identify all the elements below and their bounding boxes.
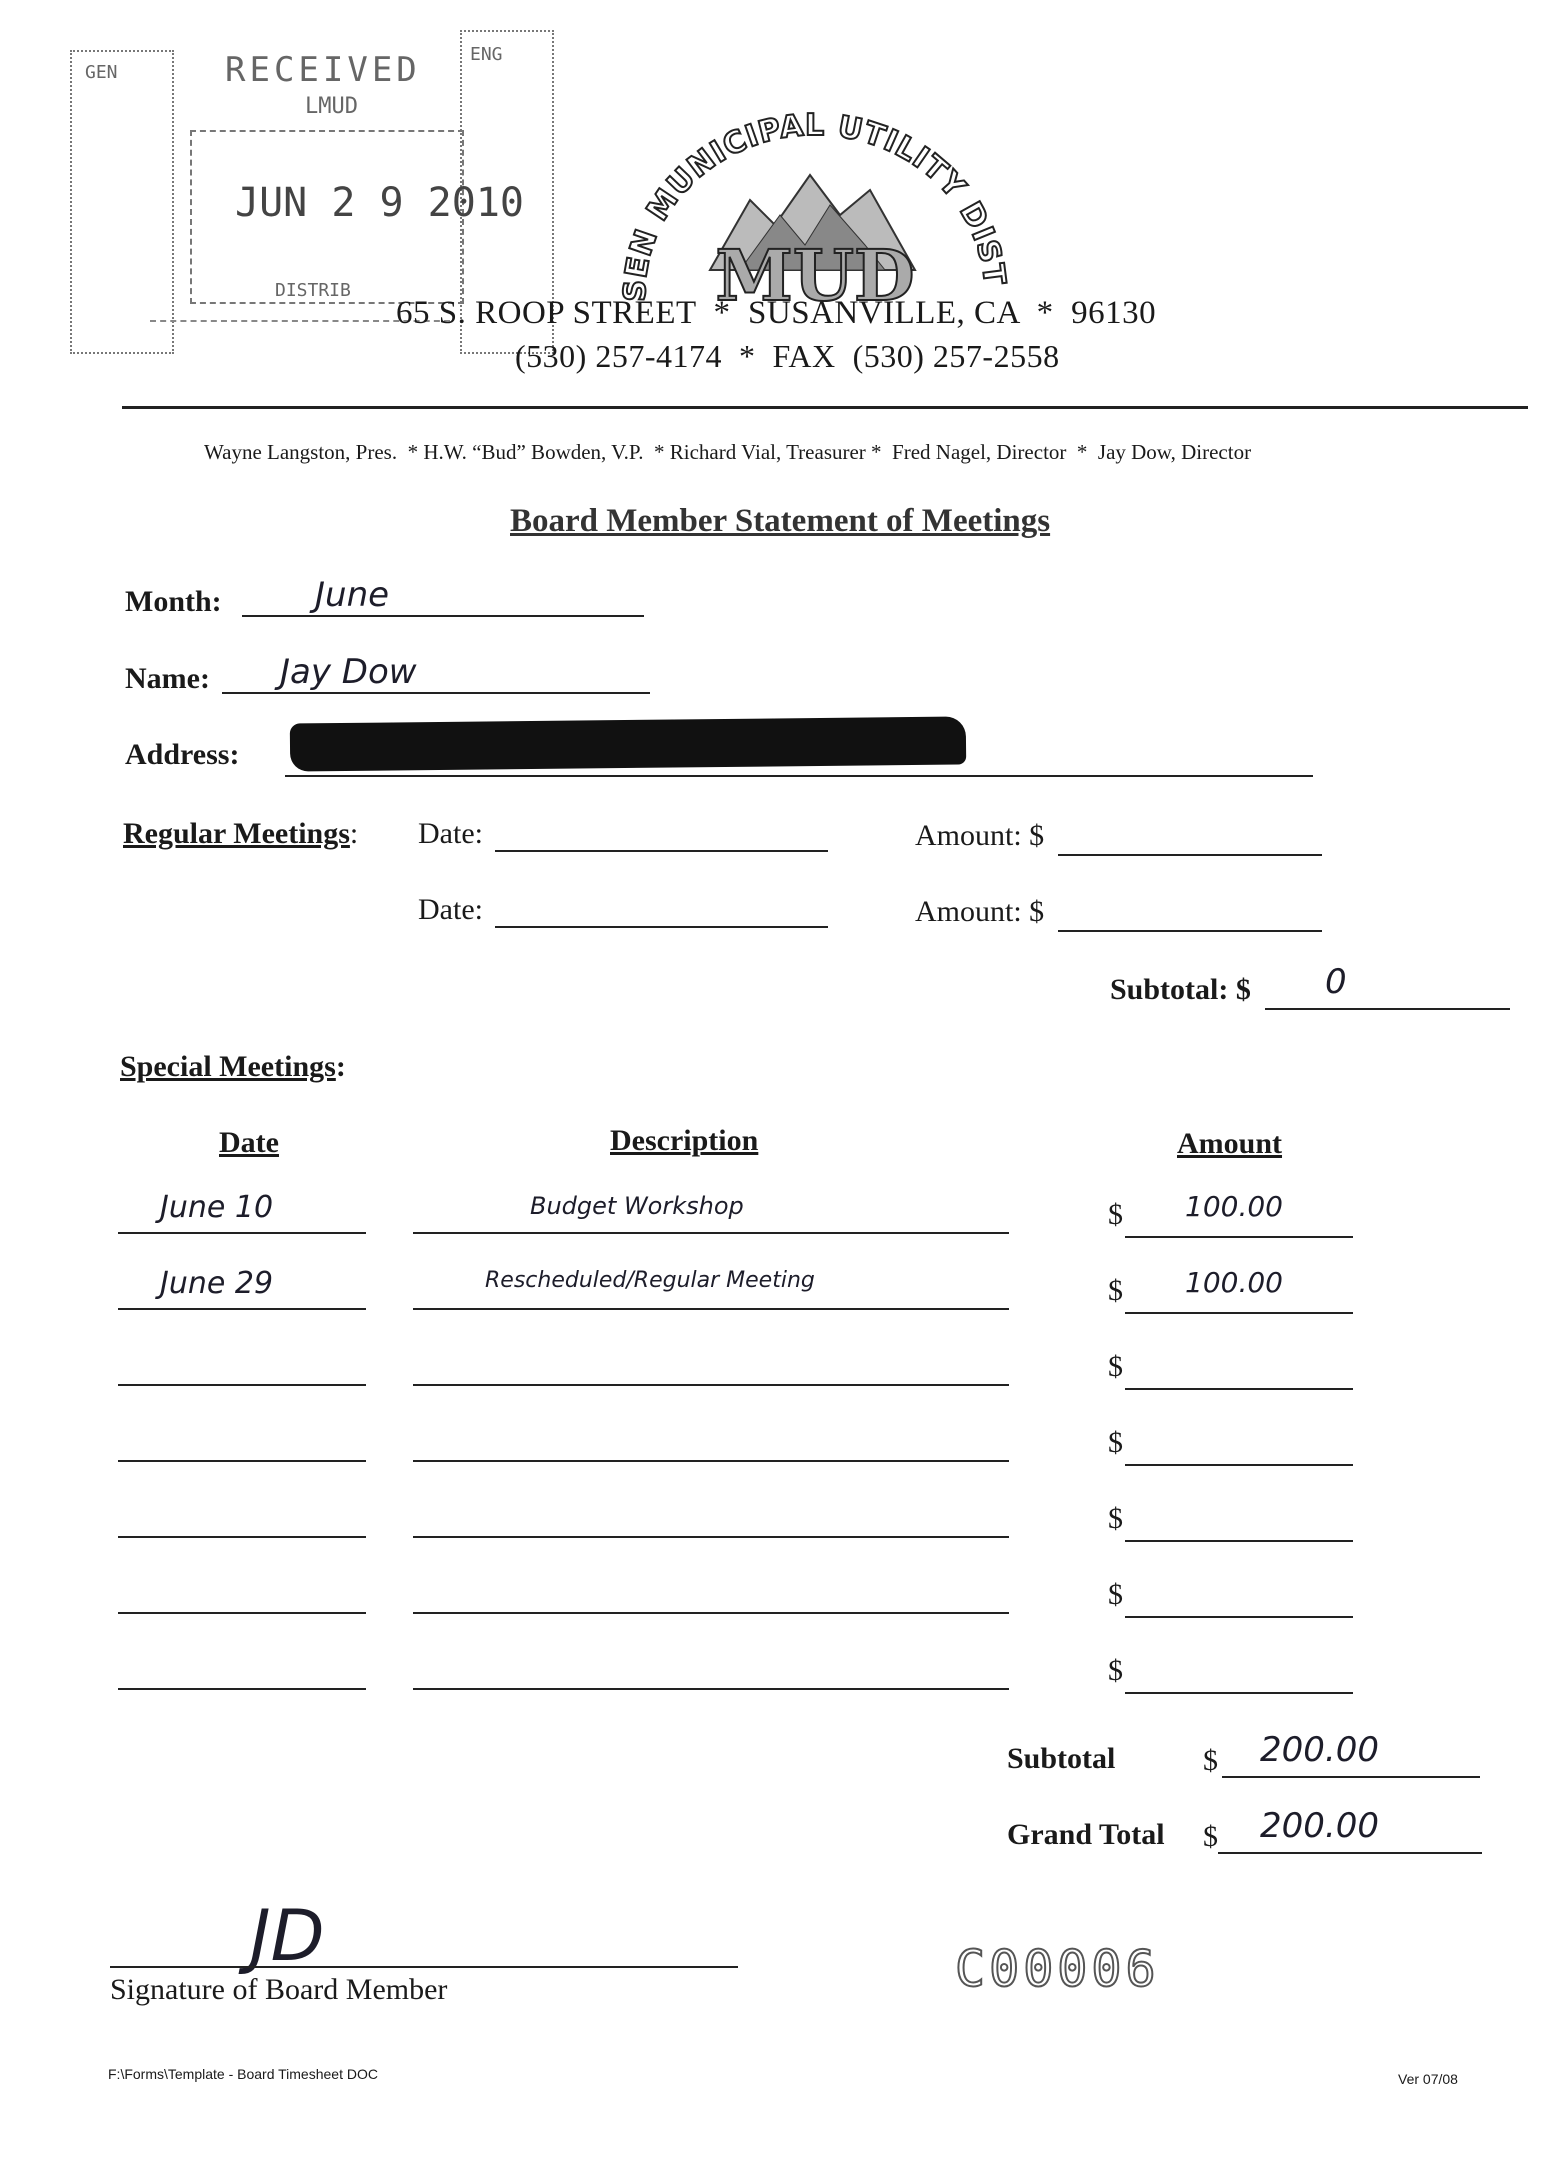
row-amount: 100.00	[1185, 1266, 1283, 1299]
row-date-line	[118, 1688, 366, 1690]
row-dollar-sign: $	[1108, 1578, 1123, 1611]
name-line	[222, 692, 650, 694]
row-amount-line	[1125, 1236, 1353, 1238]
regular-amount-line-2	[1058, 930, 1322, 932]
grand-total-value: 200.00	[1260, 1806, 1379, 1846]
regular-amount-label-1: Amount: $	[915, 819, 1045, 852]
regular-subtotal-line	[1265, 1008, 1510, 1010]
footer-version: Ver 07/08	[1398, 2071, 1458, 2087]
row-dollar-sign: $	[1108, 1350, 1123, 1383]
row-date-line	[118, 1384, 366, 1386]
month-label: Month:	[125, 585, 222, 618]
row-dollar-sign: $	[1108, 1502, 1123, 1535]
address-redaction	[290, 716, 966, 771]
special-subtotal-line	[1222, 1776, 1480, 1778]
regular-meetings-heading	[123, 817, 358, 851]
row-description-line	[413, 1688, 1009, 1690]
regular-date-line-1	[495, 850, 828, 852]
address-label: Address:	[125, 738, 240, 771]
special-meetings-colon: :	[335, 1050, 346, 1083]
row-date: June 10	[160, 1190, 274, 1225]
row-date-line	[118, 1460, 366, 1462]
special-subtotal-dollar: $	[1203, 1744, 1218, 1777]
header-rule	[122, 406, 1528, 409]
row-date-line	[118, 1232, 366, 1234]
signature-mark: JD	[250, 1895, 325, 1977]
row-dollar-sign: $	[1108, 1198, 1123, 1231]
stamp-right-tag: ENG	[470, 44, 503, 65]
regular-date-label-2: Date:	[418, 893, 483, 926]
special-subtotal-value: 200.00	[1260, 1730, 1379, 1770]
special-meetings-label: Special Meetings	[120, 1050, 336, 1083]
regular-subtotal-value: 0	[1325, 962, 1347, 1002]
month-value: June	[315, 575, 390, 615]
footer-path: F:\Forms\Template - Board Timesheet DOC	[108, 2066, 378, 2082]
col-header-date: Date	[219, 1126, 279, 1159]
form-title: Board Member Statement of Meetings	[510, 503, 1051, 539]
district-logo	[615, 95, 1015, 310]
row-description-line	[413, 1612, 1009, 1614]
row-dollar-sign: $	[1108, 1426, 1123, 1459]
col-header-amount: Amount	[1177, 1127, 1283, 1160]
stamp-date: JUN 2 9 2010	[235, 180, 524, 226]
regular-meetings-label: Regular Meetings	[123, 817, 350, 850]
row-description-line	[413, 1308, 1009, 1310]
row-date-line	[118, 1612, 366, 1614]
regular-date-label-1: Date:	[418, 817, 483, 850]
grand-total-line	[1218, 1852, 1482, 1854]
grand-total-label: Grand Total	[1007, 1818, 1165, 1851]
document-number: C00006	[955, 1940, 1160, 1998]
name-value: Jay Dow	[280, 652, 417, 692]
special-subtotal-label: Subtotal	[1007, 1742, 1116, 1775]
svg-text:MUD: MUD	[715, 234, 915, 310]
special-meetings-heading	[120, 1050, 346, 1084]
row-dollar-sign: $	[1108, 1654, 1123, 1687]
stamp-left-tag: GEN	[85, 62, 118, 83]
header-address: 65 S. ROOP STREET * SUSANVILLE, CA * 96130	[396, 295, 1157, 331]
regular-subtotal-label: Subtotal: $	[1110, 973, 1251, 1006]
row-amount-line	[1125, 1312, 1353, 1314]
header-phone: (530) 257-4174 * FAX (530) 257-2558	[515, 338, 1060, 374]
regular-meetings-colon: :	[349, 817, 359, 850]
regular-amount-label-2: Amount: $	[915, 895, 1045, 928]
row-amount-line	[1125, 1540, 1353, 1542]
row-amount-line	[1125, 1692, 1353, 1694]
grand-total-dollar: $	[1203, 1820, 1218, 1853]
col-header-description: Description	[610, 1124, 759, 1157]
svg-text:LASSEN MUNICIPAL UTILITY DISTR: SEN MUNICIPAL UTILITY DIST	[617, 108, 1012, 303]
row-amount-line	[1125, 1388, 1353, 1390]
stamp-distribution: DISTRIB	[275, 280, 351, 301]
regular-date-line-2	[495, 926, 828, 928]
row-description-line	[413, 1384, 1009, 1386]
signature-line	[110, 1966, 738, 1968]
row-description: Budget Workshop	[530, 1192, 744, 1220]
address-line	[285, 775, 1313, 777]
row-amount-line	[1125, 1464, 1353, 1466]
board-members: Wayne Langston, Pres. * H.W. “Bud” Bowden, V.P. * Richard Vial, Treasurer * Fred Nagel, Director * Jay Dow, Director	[204, 440, 1252, 464]
row-amount: 100.00	[1185, 1190, 1283, 1223]
row-description-line	[413, 1460, 1009, 1462]
row-date-line	[118, 1536, 366, 1538]
row-description-line	[413, 1232, 1009, 1234]
stamp-received-text: RECEIVED	[225, 50, 421, 90]
row-description: Rescheduled/Regular Meeting	[485, 1268, 815, 1293]
regular-amount-line-1	[1058, 854, 1322, 856]
name-label: Name:	[125, 662, 210, 695]
row-description-line	[413, 1536, 1009, 1538]
signature-label: Signature of Board Member	[110, 1973, 448, 2006]
row-date: June 29	[160, 1266, 274, 1301]
stamp-sub-text: LMUD	[305, 94, 358, 119]
row-dollar-sign: $	[1108, 1274, 1123, 1307]
month-line	[242, 615, 644, 617]
row-amount-line	[1125, 1616, 1353, 1618]
row-date-line	[118, 1308, 366, 1310]
